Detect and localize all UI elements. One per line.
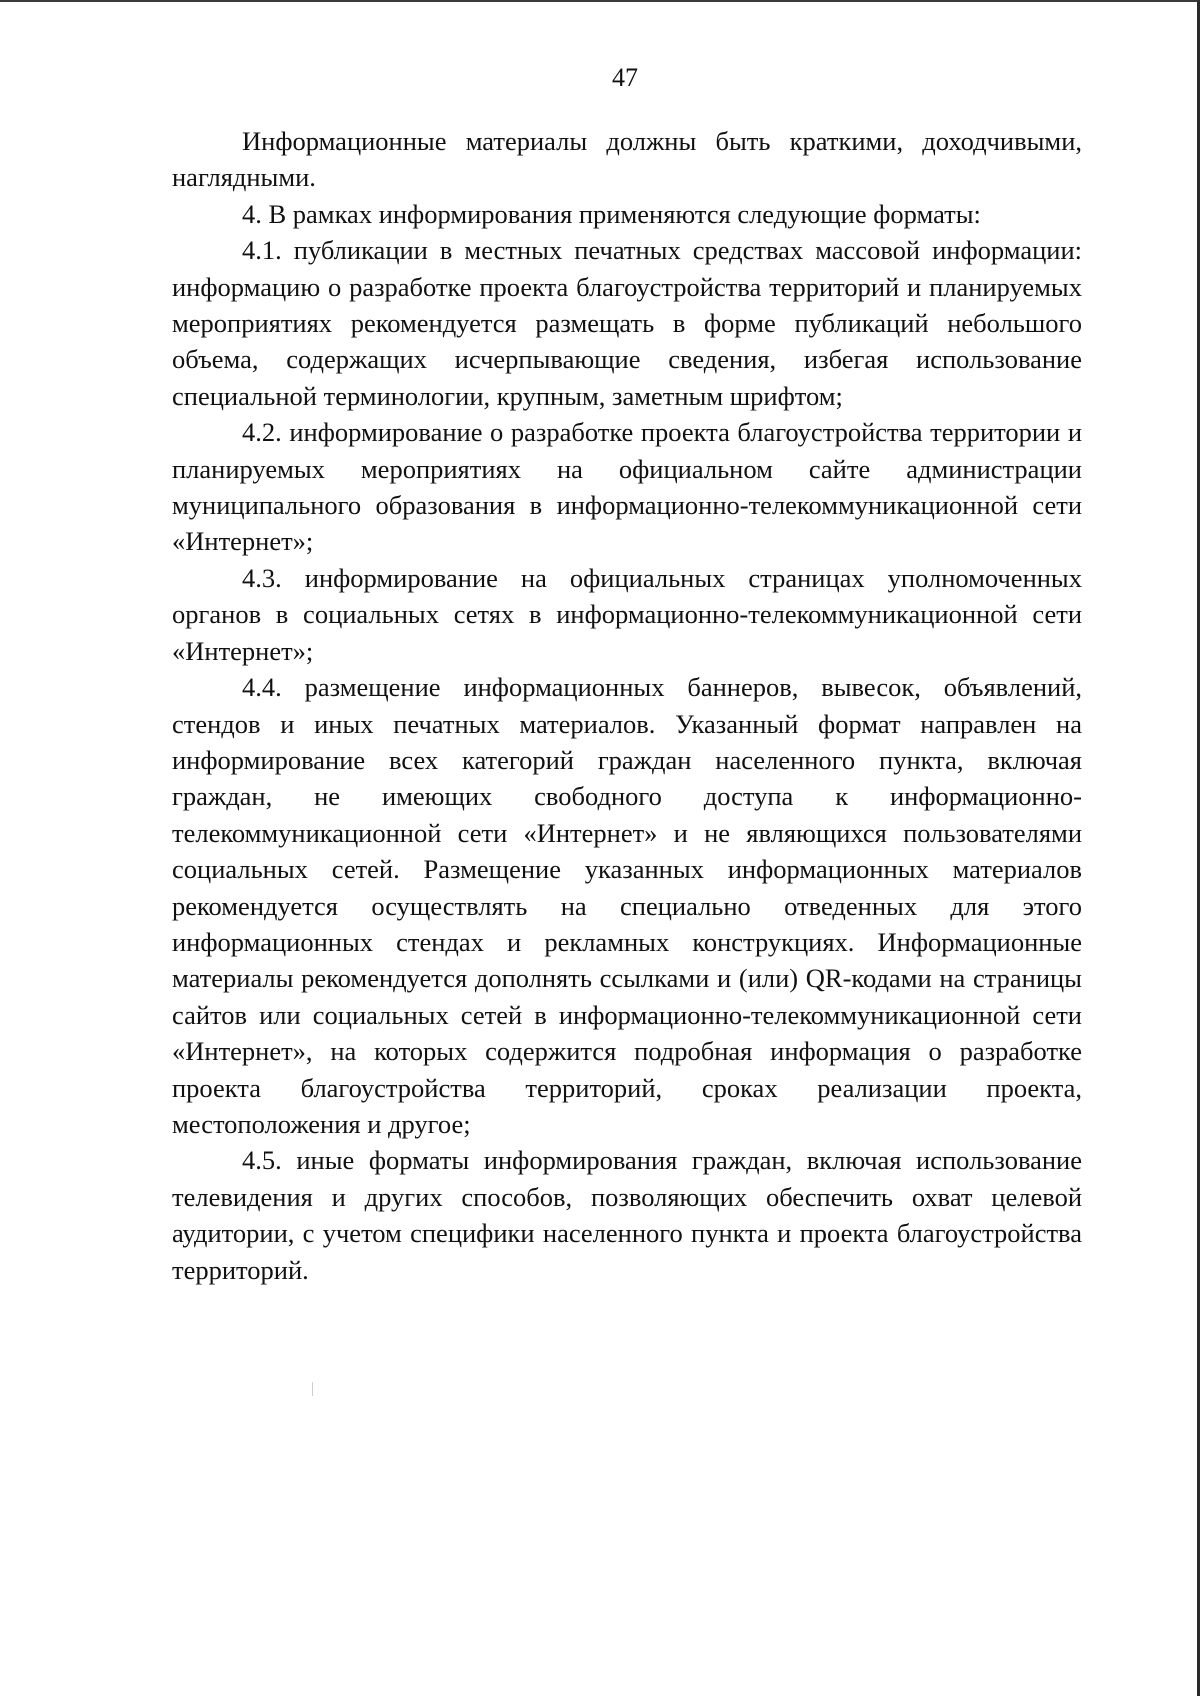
page-number: 47 — [612, 63, 638, 92]
paragraph-item-4-3: 4.3. информирование на официальных страницах уполномоченных органов в социальных сетях в информационно-телекоммуникационной сети «Интернет»; — [172, 562, 1082, 666]
paragraph-item-4-5: 4.5. иные форматы информирования граждан, включая использование телевидения и других способов, позволяющих обеспечить охват целевой аудитории, с учетом специфики населенного пункта и проекта благоустройства территорий. — [172, 1145, 1082, 1285]
paragraph-formats-heading: 4. В рамках информирования применяются следующие форматы: — [242, 198, 981, 229]
paragraph-intro: Информационные материалы должны быть краткими, доходчивыми, наглядными. — [172, 126, 1082, 193]
paragraph-item-4-2: 4.2. информирование о разработке проекта благоустройства территории и планируемых мероприятиях на официальном сайте администрации муниципального образования в информационно-телекоммуникационной сети «Интернет»; — [172, 417, 1082, 557]
paragraph-item-4-1: 4.1. публикации в местных печатных средствах массовой информации: информацию о разработке проекта благоустройства территорий и планируемых мероприятиях рекомендуется размещать в форме публикаций небольшого объема, содержащих исчерпывающие сведения, избегая использование специальной терминологии, крупным, заметным шрифтом; — [172, 235, 1082, 411]
document-body — [172, 123, 1082, 1288]
scan-artifact — [312, 1382, 313, 1396]
paragraph-item-4-4: 4.4. размещение информационных баннеров, вывесок, объявлений, стендов и иных печатных материалов. Указанный формат направлен на информирование всех категорий граждан населенного пункта, включая граждан, не имеющих свободного доступа к информационно-телекоммуникационной сети «Интернет» и не являющихся пользователями социальных сетей. Размещение указанных информационных материалов рекомендуется осуществлять на специально отведенных для этого информационных стендах и рекламных конструкциях. Информационные материалы рекомендуется дополнять ссылками и (или) QR-кодами на страницы сайтов или социальных сетей в информационно-телекоммуникационной сети «Интернет», на которых содержится подробная информация о разработке проекта благоустройства территорий, сроках реализации проекта, местоположения и другое; — [172, 672, 1082, 1139]
